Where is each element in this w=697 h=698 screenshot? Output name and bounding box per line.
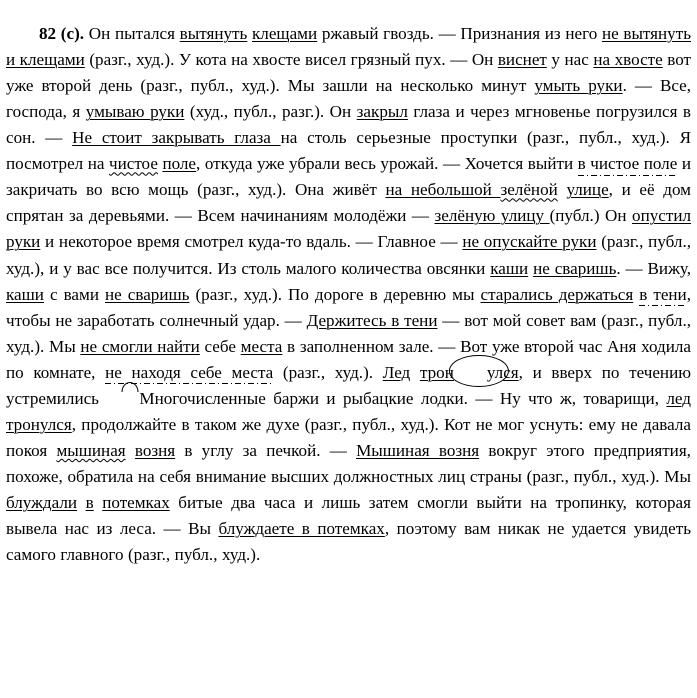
marked-phrase: блуждаете в потемках [218, 518, 385, 538]
arc-mark: М [106, 386, 154, 412]
marked-phrase: каши [490, 258, 529, 278]
marked-phrase: возня [134, 440, 176, 460]
marked-phrase: умываю руки [85, 102, 185, 122]
marked-phrase: Лед [382, 362, 411, 382]
marked-phrase: лед [666, 388, 691, 408]
marked-phrase: блуждали [6, 492, 78, 512]
marked-phrase: старались держаться [480, 284, 634, 304]
marked-phrase: не сваришь [105, 284, 190, 304]
marked-phrase: трон улся [420, 363, 519, 382]
marked-phrase: не сваришь [533, 258, 617, 278]
marked-phrase: тронулся [6, 414, 72, 434]
marked-phrase: не вытянуть и клещами [6, 24, 691, 70]
marked-phrase: поле [162, 154, 197, 174]
marked-phrase: Не стоит закрывать глаза [72, 128, 281, 148]
marked-phrase: каши [6, 284, 44, 304]
exercise-number: 82 (с). [39, 24, 85, 44]
exercise-paragraph [6, 21, 691, 568]
marked-phrase: вытянуть [179, 24, 248, 44]
marked-phrase: виснет [497, 50, 547, 70]
marked-phrase: умыть руки [534, 76, 623, 96]
marked-phrase: не опускайте руки [462, 232, 597, 252]
marked-phrase: места [240, 336, 283, 356]
marked-phrase: зелёную улицу [434, 206, 550, 226]
marked-phrase: в тени [639, 284, 687, 304]
marked-phrase: зелёной [500, 180, 558, 200]
marked-phrase: опустил [632, 206, 691, 226]
marked-phrase: не находя себе места [105, 362, 274, 382]
marked-phrase: не смогли найти [80, 336, 200, 356]
marked-phrase: Многочисленные [106, 389, 265, 408]
marked-phrase: чистое [108, 154, 158, 174]
marked-phrase: потемках [102, 492, 170, 512]
marked-phrase: на небольшой [385, 180, 501, 200]
marked-phrase: в [85, 492, 94, 512]
marked-phrase: руки [6, 232, 41, 252]
marked-phrase: на хвосте [593, 50, 663, 70]
exercise-content: Он пытался вытянуть клещами ржавый гвоздь. — Признания из него не вытянуть и клещами (разг., худ.). У кота на хвосте висел грязный пух. — Он виснет у нас на хвосте вот уже второй день (разг., публ., худ.). Мы зашли на несколько минут умыть руки. — Все, господа, я умываю руки (худ., публ., разг.). Он закрыл глаза и через мгновенье погрузился в сон. — Не стоит закрывать глаза на столь серьезные проступки (разг., публ., худ.). Я посмотрел на чистое поле, откуда уже убрали весь урожай. — Хочется выйти в чистое поле и закричать во всю мощь (разг., худ.). Она живёт на небольшой зелёной улице, и её дом спрятан за деревьями. — Всем начинаниям молодёжи — зелёную улицу (публ.) Он опустил руки и некоторое время смотрел куда-то вдаль. — Главное — не опускайте руки (разг., публ., худ.), и у вас все получится. Из столь малого количества овсянки каши не сваришь. — Вижу, каши с вами не сваришь (разг., худ.). По дороге в деревню мы старались держаться в тени, чтобы не заработать солнечный удар. — Держитесь в тени — вот мой совет вам (разг., публ., худ.). Мы не смогли найти себе места в заполненном зале. — Вот уже второй час Аня ходила по комнате, не находя себе места (разг., худ.). Лед трон улся, и вверх по течению устремились Многочисленные баржи и рыбацкие лодки. — Ну что ж, товарищи, лед тронулся, продолжайте в таком же духе (разг., публ., худ.). Кот не мог уснуть: ему не давала покоя мышиная возня в углу за печкой. — Мышиная возня вокруг этого предприятия, похоже, обратила на себя внимание высших должностных лиц страны (разг., публ., худ.). Мы блуждали в потемках битые два часа и лишь затем смогли выйти на тропинку, которая вывела нас из леса. — Вы блуждаете в потемках, поэтому вам никак не удается увидеть самого главного (разг., публ., худ.). [6, 24, 692, 565]
circled-letters: ул [454, 360, 503, 386]
marked-phrase: мышиная [56, 440, 126, 460]
marked-phrase: в чистое поле [577, 154, 678, 174]
marked-phrase: Мышиная возня [356, 440, 480, 460]
marked-phrase: закрыл [356, 102, 408, 122]
marked-phrase: улице [566, 180, 609, 200]
marked-phrase: Держитесь в тени [306, 310, 438, 330]
marked-phrase: клещами [252, 24, 318, 44]
